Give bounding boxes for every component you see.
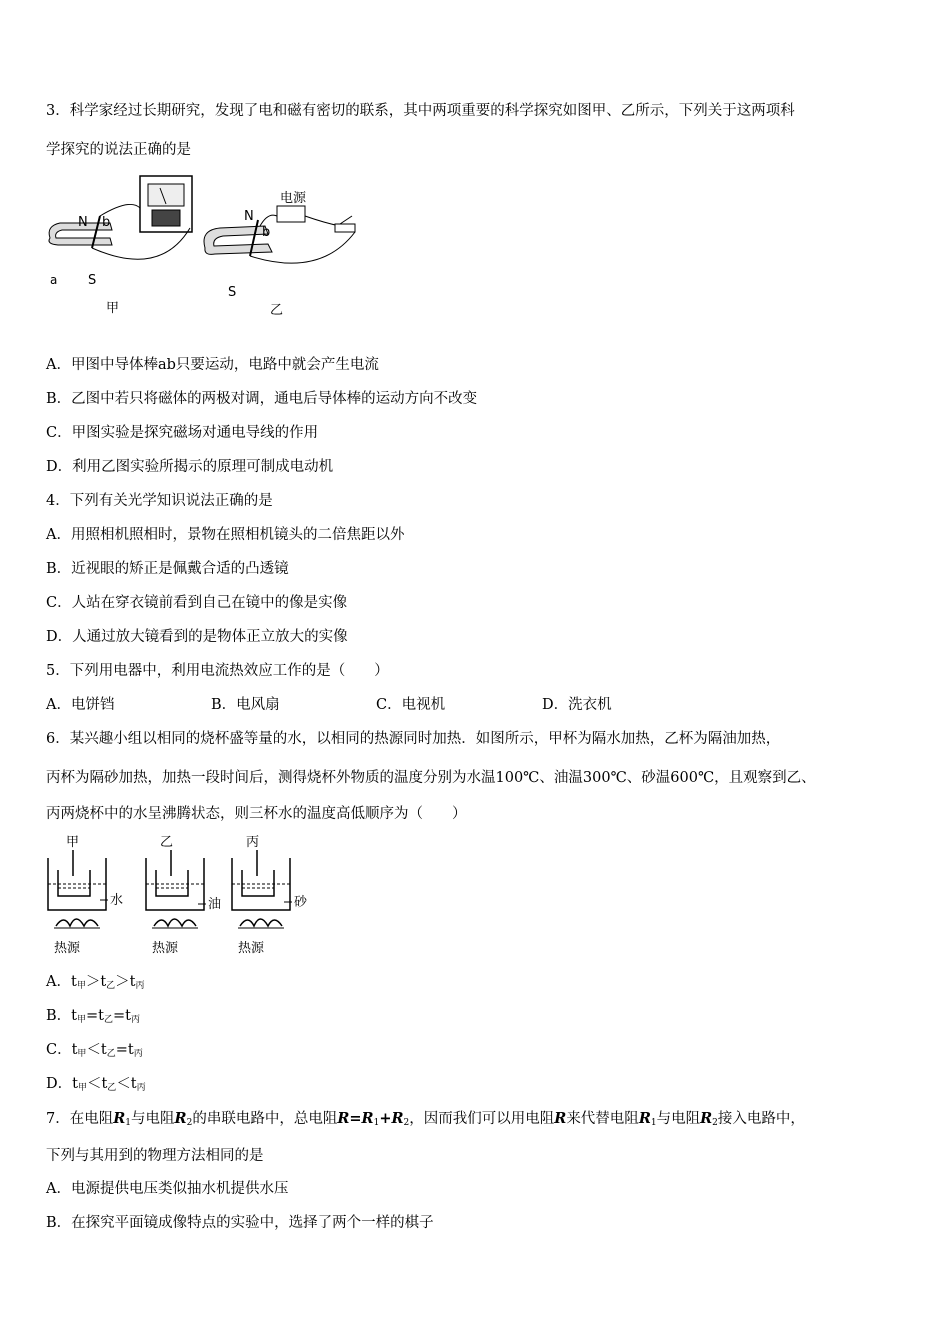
cup-bing-bottom: 热源 <box>238 941 265 956</box>
q3-option-b: B．乙图中若只将磁体的两极对调，通电后导体棒的运动方向不改变 <box>46 391 478 407</box>
fig-yi-N: N <box>244 209 254 224</box>
cup-yi-bottom: 热源 <box>152 941 179 956</box>
q7-stem-line1: 7．在电阻$R_1$与电阻$R_2$的串联电路中，总电阻$R=R_1+R_2$，因而我们可以用电阻R来代替电阻$R_1$与电阻$R_2$接入电路中， <box>46 1110 805 1128</box>
fig-yi-power: 电源 <box>280 191 307 206</box>
q4-option-c: C．人站在穿衣镜前看到自己在镜中的像是实像 <box>46 595 348 611</box>
q7-stem-line2: 下列与其用到的物理方法相同的是 <box>46 1148 264 1164</box>
fig-jia-S: S <box>88 273 97 288</box>
fig-yi-label: 乙 <box>270 303 284 318</box>
fig-jia-b: b <box>102 215 111 230</box>
q5-options <box>46 695 646 715</box>
q3-stem-line2: 学探究的说法正确的是 <box>46 142 191 158</box>
q3-option-d: D．利用乙图实验所揭示的原理可制成电动机 <box>46 459 334 475</box>
q3-stem-line1: 3．科学家经过长期研究，发现了电和磁有密切的联系，其中两项重要的科学探究如图甲、乙所示，下列关于这两项科 <box>46 103 795 119</box>
q5-option-c: C．电视机 <box>376 697 446 713</box>
q3-option-a: A．甲图中导体棒ab只要运动，电路中就会产生电流 <box>46 357 379 373</box>
q5-stem: 5．下列用电器中，利用电流热效应工作的是（ ） <box>46 663 389 679</box>
cup-yi-top: 乙 <box>160 835 174 850</box>
q4-option-a: A．用照相机照相时，景物在照相机镜头的二倍焦距以外 <box>46 527 405 543</box>
q6-option-d: D．$t_甲<t_乙<t_丙$ <box>46 1076 146 1093</box>
cup-bing-top: 丙 <box>246 835 260 850</box>
q5-option-b: B．电风扇 <box>211 697 280 713</box>
q6-option-c: C．$t_甲<t_乙=t_丙$ <box>46 1042 143 1059</box>
fig-yi-b: b <box>262 225 271 240</box>
fig-jia-a: a <box>50 273 58 287</box>
q4-stem: 4．下列有关光学知识说法正确的是 <box>46 493 273 509</box>
q7-option-a: A．电源提供电压类似抽水机提供水压 <box>46 1181 289 1197</box>
q4-option-b: B．近视眼的矫正是佩戴合适的凸透镜 <box>46 561 289 577</box>
cup-yi-side: 油 <box>208 897 222 912</box>
q6-stem-line3: 丙两烧杯中的水呈沸腾状态，则三杯水的温度高低顺序为（ ） <box>46 806 467 822</box>
q6-stem-line1: 6．某兴趣小组以相同的烧杯盛等量的水，以相同的热源同时加热．如图所示，甲杯为隔水加热，乙杯为隔油加热， <box>46 731 781 747</box>
cup-bing-side: 砂 <box>294 895 308 910</box>
q6-stem-line2: 丙杯为隔砂加热，加热一段时间后，测得烧杯外物质的温度分别为水温100℃、油温300℃、砂温600℃，且观察到乙、 <box>46 770 816 786</box>
q6-figure <box>40 832 310 962</box>
fig-yi-S: S <box>228 285 237 300</box>
fig-jia <box>49 176 192 316</box>
q3-figure <box>40 168 370 323</box>
q4-option-d: D．人通过放大镜看到的是物体正立放大的实像 <box>46 629 348 645</box>
q3-option-c: C．甲图实验是探究磁场对通电导线的作用 <box>46 425 319 441</box>
cup-jia-bottom: 热源 <box>54 941 81 956</box>
fig-jia-N: N <box>78 215 88 230</box>
cup-jia-top: 甲 <box>66 835 80 850</box>
cup-jia <box>48 835 123 956</box>
q6-option-a: A．$t_甲>t_乙>t_丙$ <box>46 974 145 991</box>
q6-option-b: B．$t_甲=t_乙=t_丙$ <box>46 1008 140 1025</box>
q5-option-a: A．电饼铛 <box>46 697 115 713</box>
q7-option-b: B．在探究平面镜成像特点的实验中，选择了两个一样的棋子 <box>46 1215 434 1231</box>
q5-option-d: D．洗衣机 <box>542 697 612 713</box>
fig-yi <box>204 190 355 318</box>
cup-yi <box>146 835 221 956</box>
cup-jia-side: 水 <box>110 893 124 908</box>
cup-bing <box>232 835 308 956</box>
fig-jia-label: 甲 <box>106 301 120 316</box>
